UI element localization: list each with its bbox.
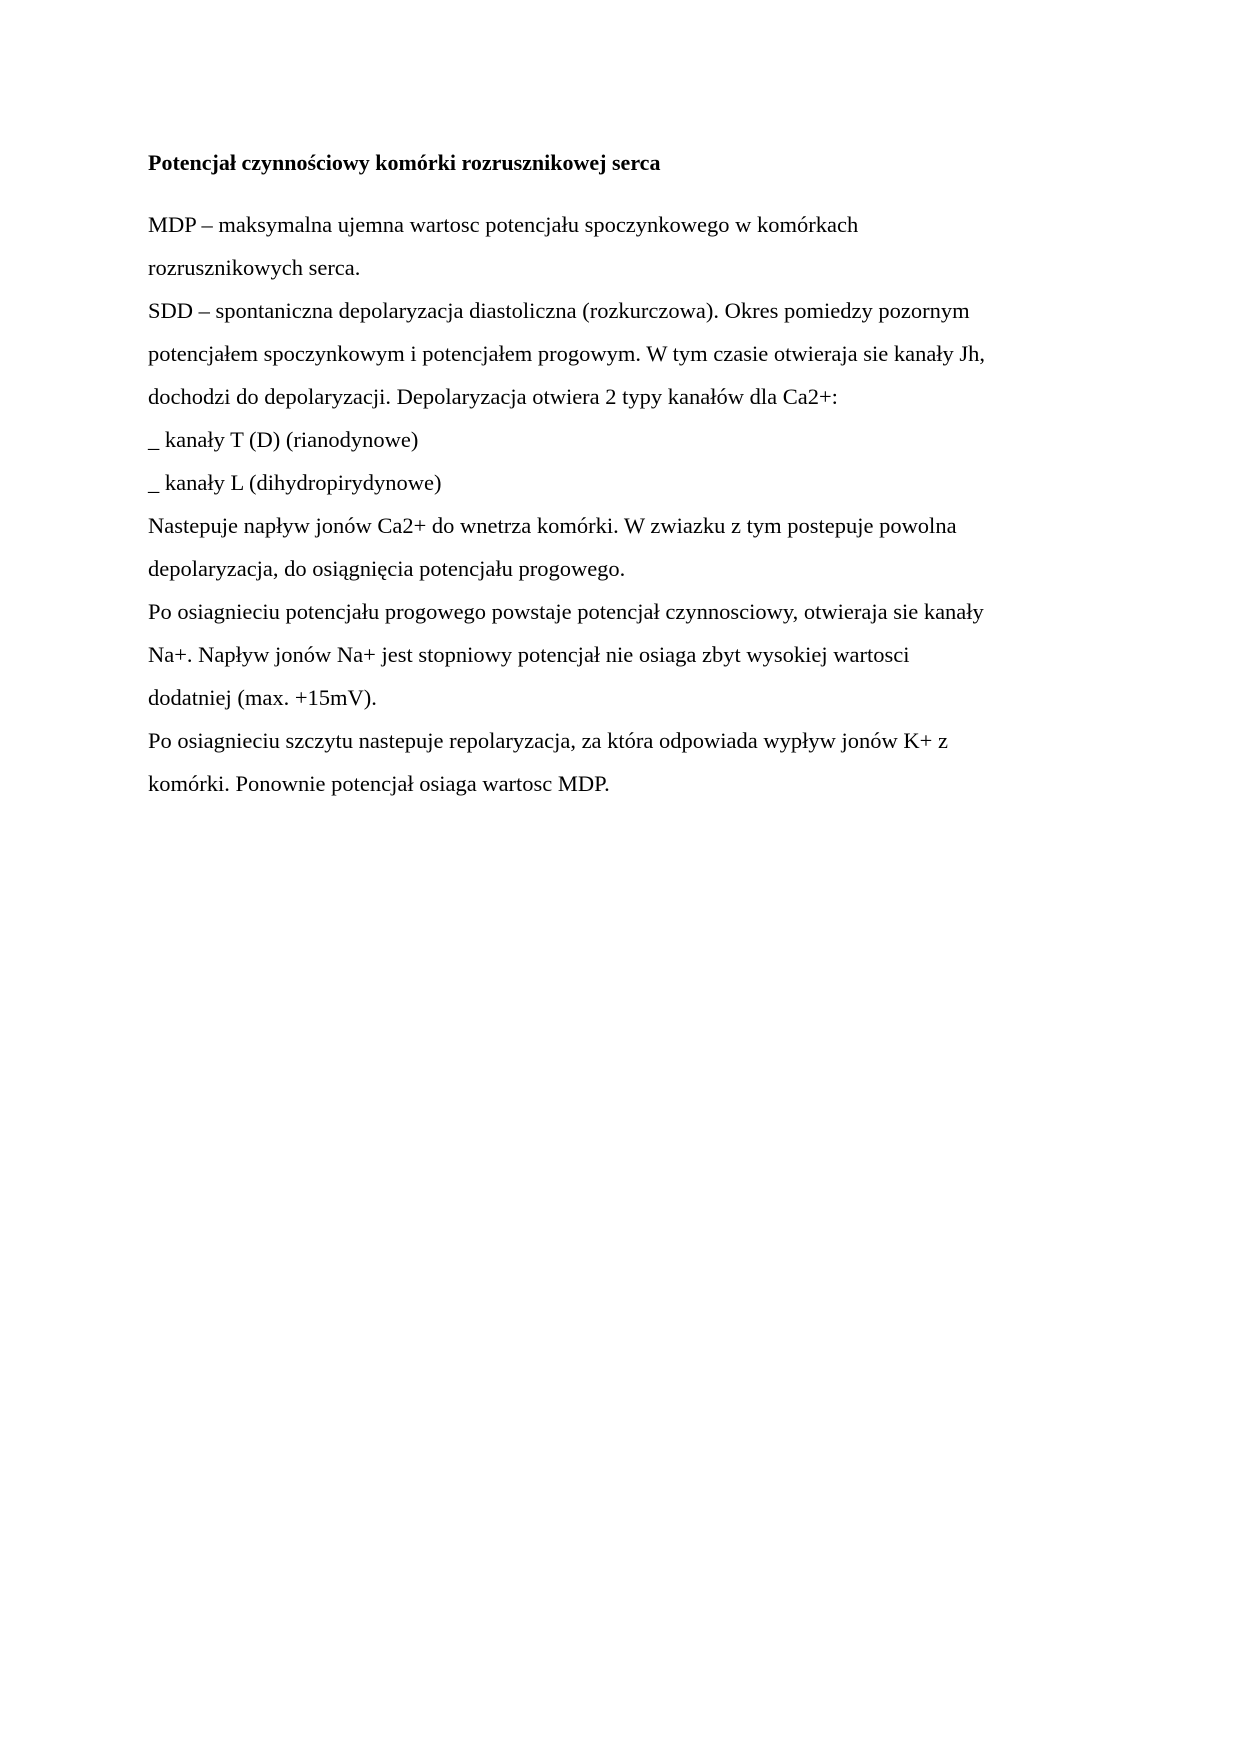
paragraph-line: Nastepuje napływ jonów Ca2+ do wnetrza komórki. W zwiazku z tym postepuje powolna bbox=[148, 513, 957, 538]
paragraph-line: depolaryzacja, do osiągnięcia potencjału progowego. bbox=[148, 556, 626, 581]
document-body bbox=[148, 203, 1088, 805]
paragraph-line: MDP – maksymalna ujemna wartosc potencjału spoczynkowego w komórkach bbox=[148, 212, 859, 237]
paragraph-line: potencjałem spoczynkowym i potencjałem progowym. W tym czasie otwieraja sie kanały Jh, bbox=[148, 341, 986, 366]
paragraph-line: komórki. Ponownie potencjał osiaga wartosc MDP. bbox=[148, 771, 610, 796]
paragraph-line: dochodzi do depolaryzacji. Depolaryzacja otwiera 2 typy kanałów dla Ca2+: bbox=[148, 384, 838, 409]
paragraph-line: dodatniej (max. +15mV). bbox=[148, 685, 377, 710]
list-item-line: _ kanały T (D) (rianodynowe) bbox=[148, 427, 419, 452]
list-item-line: _ kanały L (dihydropirydynowe) bbox=[148, 470, 442, 495]
paragraph-line: Po osiagnieciu szczytu nastepuje repolaryzacja, za która odpowiada wypływ jonów K+ z bbox=[148, 728, 948, 753]
document-title: Potencjał czynnościowy komórki rozrusznikowej serca bbox=[148, 150, 661, 175]
document-content bbox=[148, 143, 1088, 805]
paragraph-line: rozrusznikowych serca. bbox=[148, 255, 361, 280]
paragraph-line: Na+. Napływ jonów Na+ jest stopniowy potencjał nie osiaga zbyt wysokiej wartosci bbox=[148, 642, 910, 667]
paragraph-line: SDD – spontaniczna depolaryzacja diastoliczna (rozkurczowa). Okres pomiedzy pozornym bbox=[148, 298, 970, 323]
paragraph-line: Po osiagnieciu potencjału progowego powstaje potencjał czynnosciowy, otwieraja sie kanały bbox=[148, 599, 984, 624]
